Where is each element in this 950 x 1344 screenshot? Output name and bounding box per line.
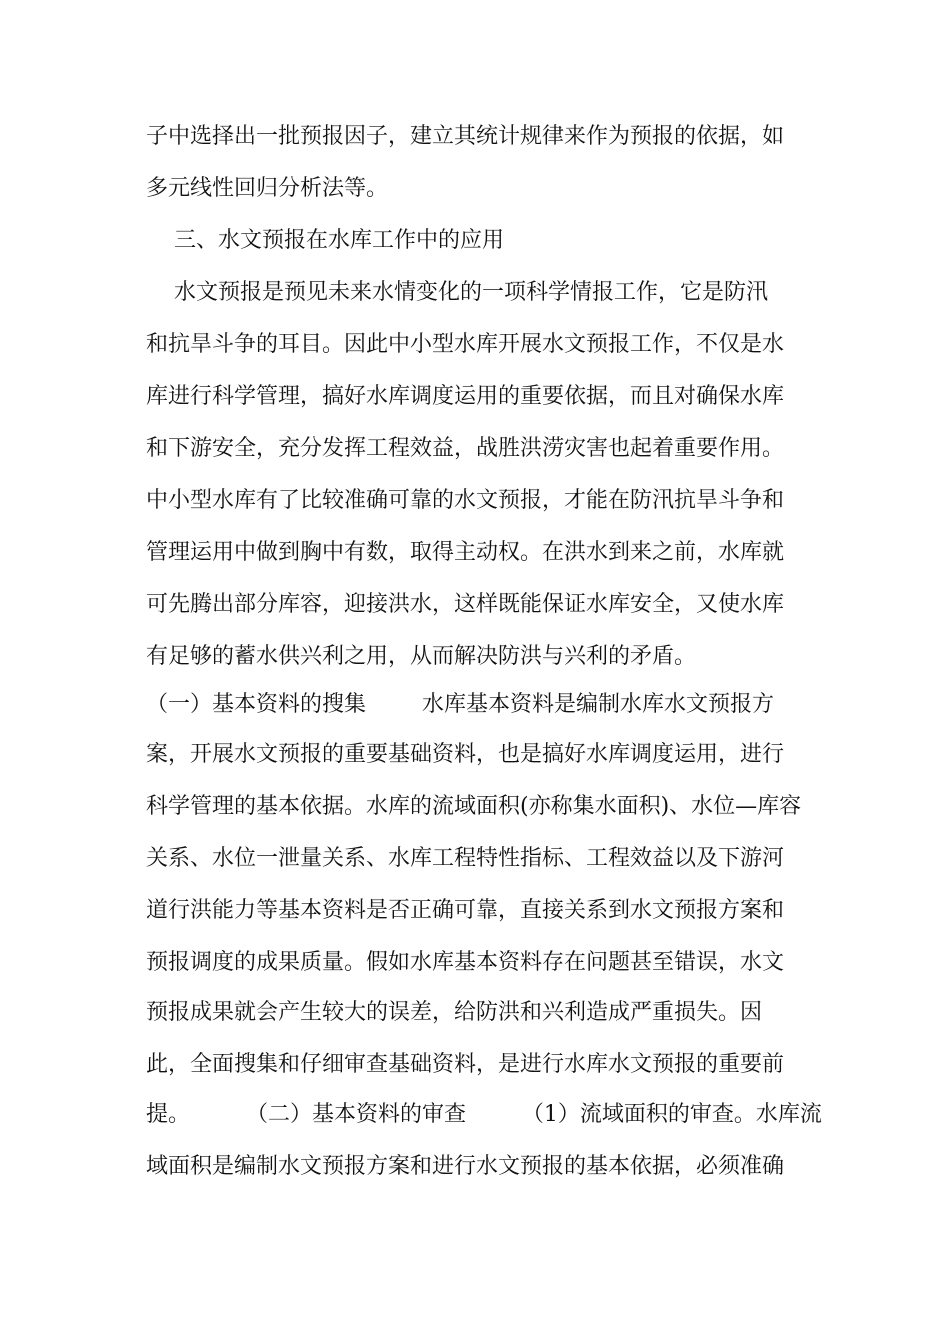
text-line: 多元线性回归分析法等。 — [146, 176, 389, 201]
text-line: （一）基本资料的搜集 水库基本资料是编制水库水文预报方 — [146, 692, 774, 717]
text-line: 预报调度的成果质量。假如水库基本资料存在问题甚至错误，水文 — [146, 950, 785, 975]
text-line: 子中选择出一批预报因子，建立其统计规律来作为预报的依据，如 — [146, 124, 785, 149]
text-line: 有足够的蓄水供兴利之用，从而解决防洪与兴利的矛盾。 — [146, 644, 697, 669]
text-line: 中小型水库有了比较准确可靠的水文预报，才能在防汛抗旱斗争和 — [146, 488, 785, 513]
text-line: 和抗旱斗争的耳目。因此中小型水库开展水文预报工作，不仅是水 — [146, 332, 785, 357]
text-line: 和下游安全，充分发挥工程效益，战胜洪涝灾害也起着重要作用。 — [146, 436, 785, 461]
text-line: 域面积是编制水文预报方案和进行水文预报的基本依据，必须准确 — [146, 1154, 785, 1179]
text-line: 案，开展水文预报的重要基础资料，也是搞好水库调度运用，进行 — [146, 742, 785, 767]
text-line: 提。 （二）基本资料的审查 （1）流域面积的审查。水库流 — [146, 1102, 822, 1127]
text-line: 预报成果就会产生较大的误差，给防洪和兴利造成严重损失。因 — [146, 1000, 763, 1025]
text-line: 道行洪能力等基本资料是否正确可靠，直接关系到水文预报方案和 — [146, 898, 785, 923]
text-line: 此，全面搜集和仔细审查基础资料，是进行水库水文预报的重要前 — [146, 1052, 785, 1077]
text-line: 管理运用中做到胸中有数，取得主动权。在洪水到来之前，水库就 — [146, 540, 785, 565]
text-line: 库进行科学管理，搞好水库调度运用的重要依据，而且对确保水库 — [146, 384, 785, 409]
text-line: 科学管理的基本依据。水库的流域面积(亦称集水面积)、水位—库容 — [146, 794, 802, 819]
text-line: 水文预报是预见未来水情变化的一项科学情报工作，它是防汛 — [146, 280, 768, 305]
section-heading: 三、水文预报在水库工作中的应用 — [146, 228, 504, 253]
text-line: 可先腾出部分库容，迎接洪水，这样既能保证水库安全，又使水库 — [146, 592, 785, 617]
text-line: 关系、水位一泄量关系、水库工程特性指标、工程效益以及下游河 — [146, 846, 785, 871]
